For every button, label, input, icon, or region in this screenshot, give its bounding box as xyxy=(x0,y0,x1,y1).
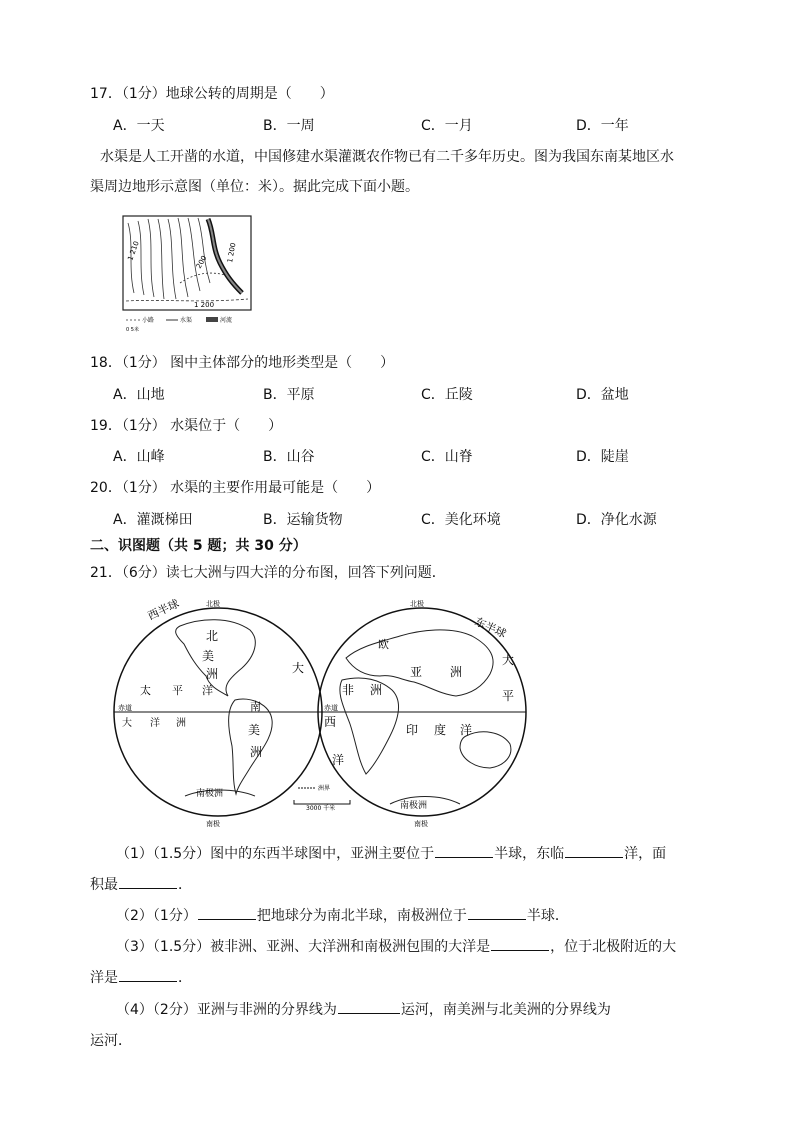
west-south-pole: 南极 xyxy=(206,820,220,828)
hemispheres-map xyxy=(110,596,530,828)
q21-sub2-blank-1[interactable] xyxy=(198,905,256,920)
west-equator-label: 赤道 xyxy=(118,704,132,712)
q21-sub2-text-b: 把地球分为南北半球，南极洲位于 xyxy=(256,908,467,924)
w-na-2: 美 xyxy=(202,649,215,663)
q17-option-c: C．一月 xyxy=(421,118,473,134)
w-pac-2: 平 xyxy=(172,684,183,697)
q21-sub4-line2 xyxy=(90,1030,132,1050)
section-2-title: 二、识图题（共 5 题；共 30 分） xyxy=(90,538,307,554)
q21-sub2-text-c: 半球． xyxy=(526,908,569,924)
e-antarctica: 南极洲 xyxy=(400,801,428,811)
q20-option-c: C．美化环境 xyxy=(421,512,501,528)
q21-sub4-text-b: 运河，南美洲与北美洲的分界线为 xyxy=(400,1002,611,1018)
q21-sub1-text-a: （1）（1.5分）图中的东西半球图中，亚洲主要位于 xyxy=(116,846,435,862)
contour-label-200: 200 xyxy=(194,254,209,270)
legend-river: 河流 xyxy=(220,317,233,324)
e-ind-2: 度 xyxy=(434,723,447,737)
east-north-pole: 北极 xyxy=(410,600,424,608)
river-band xyxy=(208,219,242,293)
west-hemisphere xyxy=(114,596,322,828)
q21-sub3-text-d: ． xyxy=(178,970,192,986)
path-line xyxy=(126,299,248,301)
w-oce-3: 洲 xyxy=(176,718,186,729)
q21-sub4-line1 xyxy=(116,999,611,1019)
q21-stem: 21．（6分）读七大洲与四大洋的分布图，回答下列问题． xyxy=(90,565,446,581)
w-oce-2: 洋 xyxy=(150,718,160,729)
w-antarctica: 南极洲 xyxy=(196,789,224,799)
east-hemisphere-label: 东半球 xyxy=(472,614,509,641)
q21-sub4-blank-1[interactable] xyxy=(338,999,400,1014)
eurasia-shape xyxy=(346,630,493,696)
e-ind-3: 洋 xyxy=(460,723,473,737)
w-pac-3: 洋 xyxy=(202,684,213,697)
q18-option-d: D．盆地 xyxy=(576,387,629,403)
contour-label-1210: 1 210 xyxy=(126,240,141,262)
q21-sub3-line1 xyxy=(116,936,676,956)
intro-line-2: 渠周边地形示意图（单位：米）。据此完成下面小题。 xyxy=(90,179,419,195)
q18-option-b: B．平原 xyxy=(263,387,315,403)
legend-canal: 水渠 xyxy=(180,317,193,324)
w-na-3: 洲 xyxy=(206,667,219,681)
q17-option-a: A．一天 xyxy=(113,118,165,134)
e-af-2: 洲 xyxy=(370,683,383,697)
w-sa-1: 南 xyxy=(250,700,261,713)
contour-label-1200-b: 1 200 xyxy=(194,301,215,309)
west-north-pole: 北极 xyxy=(206,600,220,608)
west-hemisphere-label: 西半球 xyxy=(145,596,182,623)
e-eu-1: 欧 xyxy=(378,638,389,651)
q21-sub4-text-c: 运河． xyxy=(90,1033,132,1049)
q21-sub2-blank-2[interactable] xyxy=(468,905,526,920)
q17-stem: 17．（1分）地球公转的周期是（ ） xyxy=(90,86,334,102)
q19-option-b: B．山谷 xyxy=(263,449,315,465)
e-atl-2: 洋 xyxy=(332,753,345,767)
q19-option-a: A．山峰 xyxy=(113,449,165,465)
q21-sub1-text-d: 积最 xyxy=(90,877,118,893)
q21-sub3-line2 xyxy=(90,967,192,987)
e-pac-1: 大 xyxy=(502,653,515,667)
q21-sub1-text-c: 洋，面 xyxy=(624,846,667,862)
q20-stem: 20．（1分） 水渠的主要作用最可能是（ ） xyxy=(90,480,381,496)
scale-label: 3000 千米 xyxy=(306,805,336,812)
canal-line xyxy=(180,273,225,283)
q19-stem: 19．（1分） 水渠位于（ ） xyxy=(90,418,283,434)
q21-sub1-text-e: ． xyxy=(178,877,192,893)
q21-sub2-text-a: （2）（1分） xyxy=(116,908,197,924)
e-as-2: 洲 xyxy=(450,665,463,679)
q20-option-b: B．运输货物 xyxy=(263,512,343,528)
e-atl-1: 西 xyxy=(324,715,337,729)
q18-option-a: A．山地 xyxy=(113,387,165,403)
q21-sub3-text-a: （3）（1.5分）被非洲、亚洲、大洋洲和南极洲包围的大洋是 xyxy=(116,939,491,955)
e-pac-2: 平 xyxy=(502,689,515,703)
w-atl-1: 大 xyxy=(292,661,305,675)
australia-shape xyxy=(460,732,511,768)
e-as-1: 亚 xyxy=(410,665,423,679)
w-pac-1: 太 xyxy=(140,684,151,697)
q17-option-b: B．一周 xyxy=(263,118,315,134)
q21-sub1-line2 xyxy=(90,874,192,894)
q21-sub3-blank-2[interactable] xyxy=(119,967,177,982)
contour-scale: 0 5米 xyxy=(126,327,139,333)
q21-sub3-text-c: 洋是 xyxy=(90,970,118,986)
east-equator-label: 赤道 xyxy=(324,704,338,712)
contour-legend xyxy=(126,316,232,333)
q21-sub1-line1 xyxy=(116,843,666,863)
q21-sub3-blank-1[interactable] xyxy=(491,936,549,951)
q21-sub1-blank-2[interactable] xyxy=(565,843,623,858)
q18-option-c: C．丘陵 xyxy=(421,387,473,403)
w-na-1: 北 xyxy=(206,629,219,643)
q21-sub1-text-b: 半球，东临 xyxy=(494,846,565,862)
east-hemisphere xyxy=(318,599,526,828)
q21-sub2 xyxy=(116,905,569,925)
q20-option-d: D．净化水源 xyxy=(576,512,657,528)
e-af-1: 非 xyxy=(342,683,355,697)
contour-label-1200-a: 1 200 xyxy=(226,242,238,264)
q19-option-d: D．陡崖 xyxy=(576,449,629,465)
q18-stem: 18．（1分） 图中主体部分的地形类型是（ ） xyxy=(90,355,395,371)
q19-option-c: C．山脊 xyxy=(421,449,473,465)
intro-line-1: 水渠是人工开凿的水道，中国修建水渠灌溉农作物已有二千多年历史。图为我国东南某地区水 xyxy=(100,149,674,165)
map-scale xyxy=(294,784,350,812)
q21-sub3-text-b: ，位于北极附近的大 xyxy=(550,939,677,955)
q17-option-d: D．一年 xyxy=(576,118,629,134)
q21-sub4-text-a: （4）（2分）亚洲与非洲的分界线为 xyxy=(116,1002,337,1018)
east-south-pole: 南极 xyxy=(414,820,428,828)
q21-sub1-blank-1[interactable] xyxy=(435,843,493,858)
legend-path: 小路 xyxy=(142,317,155,324)
contour-lines xyxy=(128,218,210,299)
contour-map-figure xyxy=(120,213,260,333)
q20-option-a: A．灌溉梯田 xyxy=(113,512,193,528)
e-ind-1: 印 xyxy=(406,723,419,737)
w-sa-2: 美 xyxy=(248,723,261,737)
q21-sub1-blank-3[interactable] xyxy=(119,874,177,889)
w-oce-1: 大 xyxy=(122,718,132,729)
w-sa-3: 洲 xyxy=(250,745,263,759)
continent-border-label: 洲界 xyxy=(318,785,331,792)
